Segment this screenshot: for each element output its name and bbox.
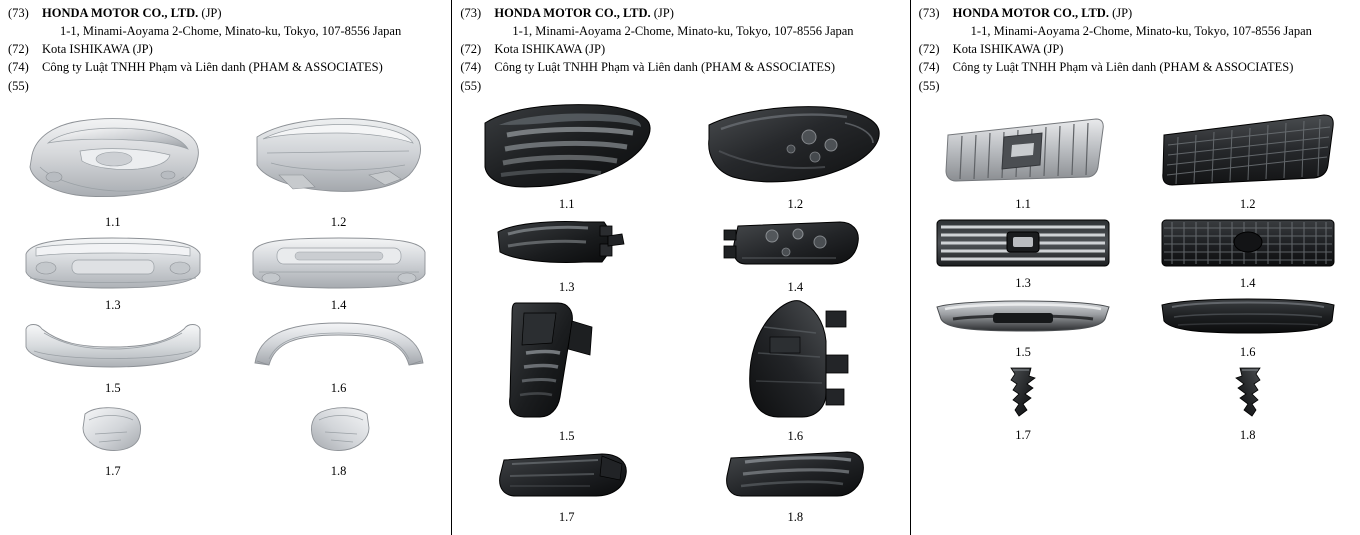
- figure-label: 1.5: [558, 428, 575, 443]
- figure-label: 1.6: [787, 428, 804, 443]
- figure-cell: [681, 297, 910, 446]
- grille-chrome-angled-image: [911, 101, 1136, 193]
- biblio-row: [460, 22, 909, 40]
- figure-cell: [452, 446, 681, 527]
- figure-label: 1.3: [1015, 275, 1031, 290]
- figure-row: [911, 101, 1360, 214]
- biblio-row: [919, 4, 1360, 22]
- figure-label: 1.4: [1239, 275, 1256, 290]
- biblio-row: [919, 77, 1360, 95]
- applicant-name: HONDA MOTOR CO., LTD.: [952, 6, 1109, 20]
- figure-grid-3: [911, 101, 1360, 445]
- figure-cell: [1135, 293, 1360, 362]
- grille-chrome-strip-image: [911, 293, 1136, 341]
- figure-grid-2: [452, 101, 909, 527]
- figure-label: 1.8: [330, 463, 347, 478]
- applicant-country: (JP): [1108, 6, 1133, 20]
- figure-row: [452, 214, 909, 297]
- representative-name: Công ty Luật TNHH Phạm và Liên danh (PHAM & ASSOCIATES): [494, 60, 836, 75]
- biblio-block-2: [452, 0, 909, 95]
- figure-label: 1.2: [787, 196, 804, 211]
- bumper-front-view-image: [0, 232, 226, 294]
- grille-dark-angled-image: [1135, 101, 1360, 193]
- biblio-applicant: [42, 4, 451, 22]
- biblio-row: [8, 40, 451, 58]
- biblio-block-3: [911, 0, 1360, 95]
- clip-dark-right-image: [1135, 362, 1360, 424]
- biblio-code: (74): [8, 60, 29, 75]
- bumper-side-left-image: [0, 398, 226, 460]
- representative-name: Công ty Luật TNHH Phạm và Liên danh (PHAM & ASSOCIATES): [952, 60, 1294, 75]
- figure-row: [911, 362, 1360, 445]
- figure-label: 1.7: [105, 463, 121, 478]
- figure-row: [452, 446, 909, 527]
- figure-cell: [681, 446, 910, 527]
- figure-cell: [1135, 214, 1360, 293]
- figure-label: 1.6: [330, 380, 347, 395]
- figure-cell: [452, 297, 681, 446]
- figure-cell: [452, 101, 681, 214]
- figure-cell: [226, 398, 452, 481]
- biblio-code: (55): [918, 78, 940, 93]
- biblio-row: [460, 58, 909, 76]
- bumper-top-view-image: [0, 315, 226, 377]
- figure-grid-1: [0, 101, 451, 481]
- biblio-code: (72): [460, 42, 482, 57]
- figure-row: [0, 101, 451, 232]
- figure-label: 1.4: [330, 297, 347, 312]
- figure-row: [911, 293, 1360, 362]
- biblio-row: [919, 58, 1360, 76]
- figure-cell: [681, 101, 910, 214]
- figure-row: [452, 101, 909, 214]
- bumper-front-angled-image: [0, 101, 226, 211]
- figure-label: 1.5: [105, 380, 121, 395]
- applicant-address: 1-1, Minami-Aoyama 2-Chome, Minato-ku, Tokyo, 107-8556 Japan: [512, 24, 854, 39]
- biblio-code: (74): [460, 60, 482, 75]
- biblio-row: [8, 77, 451, 95]
- biblio-row: [8, 58, 451, 76]
- lamp-front-dark-image: [452, 101, 681, 193]
- figure-cell: [0, 101, 226, 232]
- figure-cell: [911, 293, 1136, 362]
- figure-label: 1.2: [1239, 196, 1256, 211]
- biblio-code: (74): [918, 60, 940, 75]
- biblio-block-1: [0, 0, 451, 95]
- inventor-name: Kota ISHIKAWA (JP): [494, 42, 606, 57]
- bumper-bottom-view-image: [226, 315, 452, 377]
- biblio-code: (73): [8, 6, 29, 20]
- figure-cell: [681, 214, 910, 297]
- lamp-corner-dark-image: [452, 297, 681, 425]
- figure-label: 1.6: [1239, 344, 1256, 359]
- figure-label: 1.7: [1015, 427, 1031, 442]
- biblio-code: (73): [918, 6, 940, 20]
- figure-label: 1.8: [1239, 427, 1256, 442]
- figure-cell: [1135, 362, 1360, 445]
- applicant-name: HONDA MOTOR CO., LTD.: [42, 6, 199, 20]
- figure-row: [452, 297, 909, 446]
- applicant-name: HONDA MOTOR CO., LTD.: [494, 6, 651, 20]
- figure-cell: [0, 232, 226, 315]
- figure-cell: [226, 315, 452, 398]
- inventor-name: Kota ISHIKAWA (JP): [42, 42, 153, 57]
- biblio-row: [460, 77, 909, 95]
- applicant-country: (JP): [198, 6, 222, 20]
- figure-cell: [1135, 101, 1360, 214]
- figure-cell: [226, 232, 452, 315]
- biblio-row: [8, 4, 451, 22]
- lamp-back-dark-image: [681, 214, 910, 276]
- applicant-address: 1-1, Minami-Aoyama 2-Chome, Minato-ku, Tokyo, 107-8556 Japan: [970, 24, 1312, 39]
- figure-label: 1.7: [558, 509, 575, 524]
- figure-cell: [0, 398, 226, 481]
- biblio-code: (73): [460, 6, 482, 20]
- biblio-row: [919, 40, 1360, 58]
- grille-dark-front-image: [1135, 214, 1360, 272]
- figure-label: 1.1: [558, 196, 575, 211]
- figure-label: 1.8: [787, 509, 804, 524]
- bumper-side-right-image: [226, 398, 452, 460]
- figure-label: 1.1: [105, 214, 121, 229]
- lamp-top-dark-image: [681, 446, 910, 506]
- biblio-row: [919, 22, 1360, 40]
- column-2: [452, 0, 909, 535]
- figure-row: [0, 398, 451, 481]
- lamp-side-dark-image: [452, 214, 681, 276]
- biblio-code: (72): [8, 42, 29, 57]
- column-1: [0, 0, 451, 535]
- biblio-row: [460, 4, 909, 22]
- inventor-name: Kota ISHIKAWA (JP): [952, 42, 1064, 57]
- figure-label: 1.3: [105, 297, 121, 312]
- figure-label: 1.3: [558, 279, 575, 294]
- biblio-applicant: [494, 4, 909, 22]
- biblio-code: (55): [8, 78, 29, 93]
- biblio-applicant: [953, 4, 1360, 22]
- figure-cell: [452, 214, 681, 297]
- grille-chrome-front-image: [911, 214, 1136, 272]
- applicant-country: (JP): [650, 6, 674, 20]
- column-3: [911, 0, 1360, 535]
- figure-cell: [0, 315, 226, 398]
- figure-row: [0, 232, 451, 315]
- clip-dark-left-image: [911, 362, 1136, 424]
- biblio-code: (55): [460, 78, 482, 93]
- lamp-bottom-dark-image: [452, 446, 681, 506]
- figure-label: 1.2: [330, 214, 347, 229]
- biblio-row: [460, 40, 909, 58]
- figure-label: 1.1: [1015, 196, 1031, 211]
- figure-cell: [226, 101, 452, 232]
- representative-name: Công ty Luật TNHH Phạm và Liên danh (PHAM & ASSOCIATES): [42, 60, 383, 75]
- figure-cell: [911, 214, 1136, 293]
- figure-cell: [911, 101, 1136, 214]
- grille-dark-strip-image: [1135, 293, 1360, 341]
- biblio-row: [8, 22, 451, 40]
- figure-row: [0, 315, 451, 398]
- lamp-rear-dark-image: [681, 101, 910, 193]
- figure-label: 1.5: [1015, 344, 1031, 359]
- bumper-rear-view-image: [226, 232, 452, 294]
- applicant-address: 1-1, Minami-Aoyama 2-Chome, Minato-ku, Tokyo, 107-8556 Japan: [60, 24, 402, 39]
- figure-cell: [911, 362, 1136, 445]
- figure-row: [911, 214, 1360, 293]
- bumper-rear-angled-image: [226, 101, 452, 211]
- biblio-code: (72): [918, 42, 940, 57]
- lamp-inner-dark-image: [681, 297, 910, 425]
- figure-label: 1.4: [787, 279, 804, 294]
